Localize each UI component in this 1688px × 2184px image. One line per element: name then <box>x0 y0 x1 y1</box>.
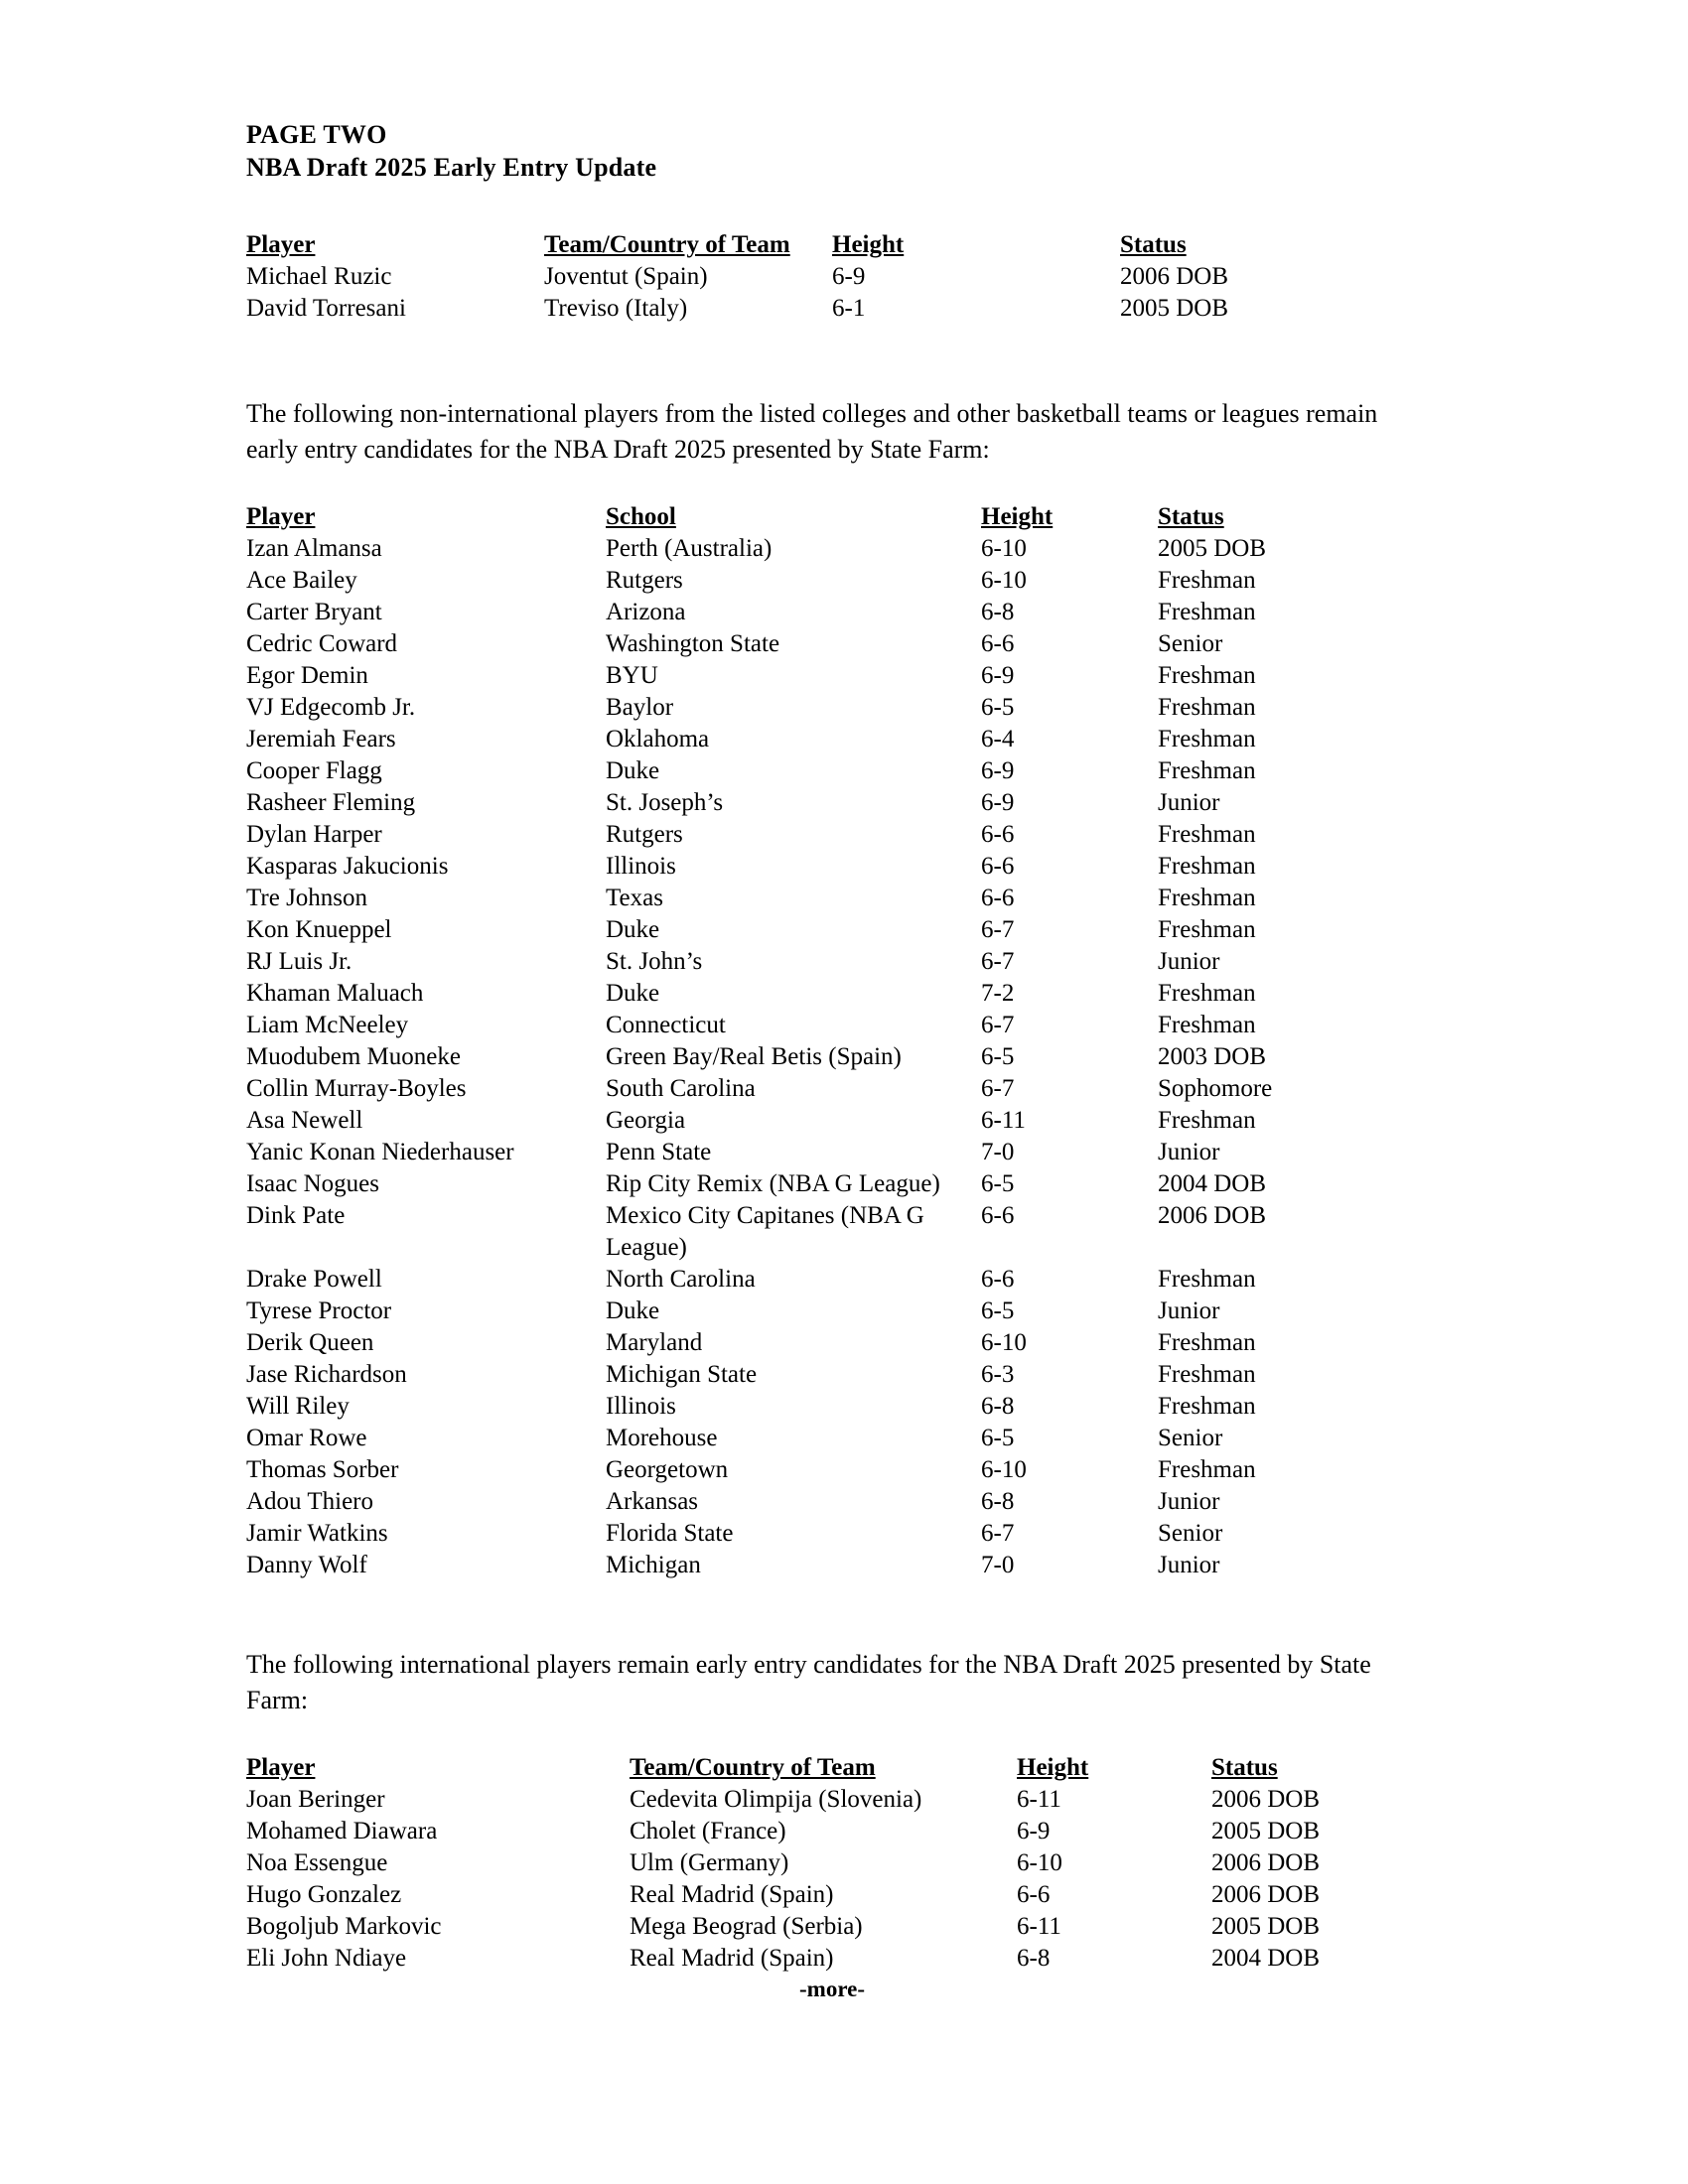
cell-player: Omar Rowe <box>246 1425 367 1451</box>
column-header-status: Status <box>1211 1754 1278 1781</box>
cell-player: Cooper Flagg <box>246 757 382 784</box>
cell-height: 6-1 <box>832 295 866 322</box>
cell-player: Danny Wolf <box>246 1552 367 1578</box>
cell-status: Senior <box>1158 1425 1223 1451</box>
document-content <box>246 119 1418 2002</box>
cell-height: 6-10 <box>981 1456 1027 1483</box>
cell-team: Ulm (Germany) <box>630 1849 789 1876</box>
table-row <box>246 1454 1418 1486</box>
cell-player: Tyrese Proctor <box>246 1297 392 1324</box>
cell-height: 6-7 <box>981 916 1015 943</box>
cell-height: 6-11 <box>981 1107 1026 1134</box>
cell-player: Jeremiah Fears <box>246 726 396 752</box>
table-row <box>246 1168 1418 1200</box>
table-row <box>246 533 1418 565</box>
table-row <box>246 1296 1418 1327</box>
table-row <box>246 978 1418 1010</box>
spacer <box>246 1581 1418 1647</box>
table-row <box>246 628 1418 660</box>
table-row <box>246 1550 1418 1581</box>
cell-height: 6-7 <box>981 1075 1015 1102</box>
column-header-status: Status <box>1158 503 1224 530</box>
table-header-row <box>246 1752 1418 1784</box>
cell-player: Noa Essengue <box>246 1849 388 1876</box>
cell-height: 6-9 <box>981 757 1015 784</box>
cell-height: 7-2 <box>981 980 1015 1007</box>
cell-height: 6-11 <box>1017 1913 1061 1940</box>
table-row <box>246 1041 1418 1073</box>
table-row <box>246 1784 1418 1816</box>
column-header-team: Team/Country of Team <box>630 1754 876 1781</box>
cell-height: 6-10 <box>981 1329 1027 1356</box>
cell-school: Morehouse <box>606 1425 718 1451</box>
cell-status: 2003 DOB <box>1158 1043 1267 1070</box>
cell-status: Junior <box>1158 1297 1220 1324</box>
cell-player: Joan Beringer <box>246 1786 385 1813</box>
table-top-players <box>246 229 1418 325</box>
paragraph-domestic: The following non-international players from the listed colleges and other basketball teams or leagues remain early entry candidates for the NBA Draft 2025 presented by State Farm: <box>246 399 1378 464</box>
cell-height: 6-8 <box>981 1488 1015 1515</box>
cell-school: Mexico City Capitanes (NBA G League) <box>606 1202 924 1261</box>
table-row <box>246 293 1418 325</box>
cell-height: 6-3 <box>981 1361 1015 1388</box>
column-header-school: School <box>606 503 676 530</box>
cell-height: 6-7 <box>981 1520 1015 1547</box>
table-row <box>246 1073 1418 1105</box>
cell-status: Freshman <box>1158 757 1256 784</box>
cell-status: Freshman <box>1158 662 1256 689</box>
cell-player: Cedric Coward <box>246 630 398 657</box>
cell-player: Jamir Watkins <box>246 1520 388 1547</box>
table-row <box>246 1911 1418 1943</box>
cell-school: St. Joseph’s <box>606 789 724 816</box>
cell-player: Asa Newell <box>246 1107 363 1134</box>
cell-height: 6-6 <box>1017 1881 1051 1908</box>
cell-status: 2006 DOB <box>1120 263 1229 290</box>
document-title: NBA Draft 2025 Early Entry Update <box>246 153 657 182</box>
paragraph-international: The following international players remain early entry candidates for the NBA Draft 2025 presented by State Farm: <box>246 1650 1371 1714</box>
cell-school: Washington State <box>606 630 780 657</box>
cell-height: 6-8 <box>981 599 1015 625</box>
cell-school: Baylor <box>606 694 674 721</box>
cell-school: North Carolina <box>606 1266 756 1293</box>
cell-player: Isaac Nogues <box>246 1170 379 1197</box>
table-row <box>246 692 1418 724</box>
cell-status: 2006 DOB <box>1211 1849 1321 1876</box>
spacer <box>246 184 1418 229</box>
cell-player: Collin Murray-Boyles <box>246 1075 467 1102</box>
column-header-status: Status <box>1120 231 1187 258</box>
table-row <box>246 1327 1418 1359</box>
cell-school: Penn State <box>606 1139 712 1165</box>
table-row <box>246 1105 1418 1137</box>
cell-school: Oklahoma <box>606 726 710 752</box>
table-row <box>246 1137 1418 1168</box>
cell-status: Junior <box>1158 1552 1220 1578</box>
cell-height: 6-10 <box>981 535 1027 562</box>
cell-player: Dylan Harper <box>246 821 382 848</box>
cell-player: Kon Knueppel <box>246 916 392 943</box>
cell-height: 6-10 <box>1017 1849 1062 1876</box>
cell-height: 6-5 <box>981 1425 1015 1451</box>
cell-school: Florida State <box>606 1520 734 1547</box>
cell-height: 6-8 <box>1017 1945 1051 1972</box>
table-domestic-body <box>246 533 1418 1581</box>
column-header-player: Player <box>246 231 316 258</box>
cell-status: 2005 DOB <box>1211 1818 1321 1844</box>
table-row <box>246 597 1418 628</box>
cell-player: Liam McNeeley <box>246 1012 409 1038</box>
cell-status: Freshman <box>1158 885 1256 911</box>
cell-status: Freshman <box>1158 1456 1256 1483</box>
cell-status: 2005 DOB <box>1158 535 1267 562</box>
cell-player: Michael Ruzic <box>246 263 392 290</box>
cell-school: BYU <box>606 662 658 689</box>
cell-school: St. John’s <box>606 948 703 975</box>
cell-school: Texas <box>606 885 663 911</box>
cell-status: Freshman <box>1158 1393 1256 1420</box>
cell-height: 6-6 <box>981 1202 1015 1229</box>
cell-player: Muodubem Muoneke <box>246 1043 461 1070</box>
table-row <box>246 1847 1418 1879</box>
table-row <box>246 565 1418 597</box>
cell-school: Duke <box>606 757 660 784</box>
cell-status: Freshman <box>1158 1107 1256 1134</box>
cell-player: Hugo Gonzalez <box>246 1881 402 1908</box>
cell-school: Arkansas <box>606 1488 699 1515</box>
cell-team: Treviso (Italy) <box>544 295 688 322</box>
table-row <box>246 787 1418 819</box>
cell-school: Rip City Remix (NBA G League) <box>606 1170 940 1197</box>
table-row <box>246 946 1418 978</box>
table-row <box>246 660 1418 692</box>
cell-status: 2006 DOB <box>1211 1786 1321 1813</box>
cell-school: Illinois <box>606 1393 676 1420</box>
cell-player: Rasheer Fleming <box>246 789 416 816</box>
spacer <box>246 468 1418 501</box>
cell-school: Michigan State <box>606 1361 758 1388</box>
cell-height: 6-9 <box>1017 1818 1051 1844</box>
cell-height: 6-6 <box>981 821 1015 848</box>
cell-school: Georgia <box>606 1107 686 1134</box>
cell-school: Duke <box>606 1297 660 1324</box>
cell-height: 6-9 <box>832 263 866 290</box>
cell-height: 7-0 <box>981 1139 1015 1165</box>
cell-height: 6-5 <box>981 1297 1015 1324</box>
cell-status: Freshman <box>1158 726 1256 752</box>
cell-status: Junior <box>1158 789 1220 816</box>
spacer <box>246 325 1418 396</box>
cell-status: Freshman <box>1158 599 1256 625</box>
cell-status: Freshman <box>1158 853 1256 880</box>
cell-status: Junior <box>1158 1488 1220 1515</box>
cell-height: 6-6 <box>981 885 1015 911</box>
table-row <box>246 1518 1418 1550</box>
cell-school: Connecticut <box>606 1012 726 1038</box>
cell-player: Eli John Ndiaye <box>246 1945 407 1972</box>
cell-team: Mega Beograd (Serbia) <box>630 1913 863 1940</box>
cell-status: Junior <box>1158 948 1220 975</box>
cell-status: Freshman <box>1158 1361 1256 1388</box>
cell-player: Dink Pate <box>246 1202 346 1229</box>
cell-player: Will Riley <box>246 1393 350 1420</box>
cell-status: 2004 DOB <box>1211 1945 1321 1972</box>
cell-player: Mohamed Diawara <box>246 1818 438 1844</box>
cell-status: 2005 DOB <box>1120 295 1229 322</box>
cell-school: Duke <box>606 980 660 1007</box>
cell-height: 6-10 <box>981 567 1027 594</box>
cell-school: Maryland <box>606 1329 703 1356</box>
cell-player: Tre Johnson <box>246 885 368 911</box>
table-row <box>246 1486 1418 1518</box>
table-row <box>246 819 1418 851</box>
table-row <box>246 1943 1418 1975</box>
table-international-players <box>246 1752 1418 1975</box>
cell-player: Ace Bailey <box>246 567 357 594</box>
cell-player: Carter Bryant <box>246 599 382 625</box>
table-row <box>246 1816 1418 1847</box>
cell-height: 6-6 <box>981 630 1015 657</box>
column-header-height: Height <box>981 503 1054 530</box>
table-row <box>246 914 1418 946</box>
table-international-body <box>246 1784 1418 1975</box>
cell-status: 2006 DOB <box>1158 1202 1267 1229</box>
table-row <box>246 1359 1418 1391</box>
cell-player: Bogoljub Markovic <box>246 1913 442 1940</box>
cell-status: Freshman <box>1158 1012 1256 1038</box>
cell-team: Cedevita Olimpija (Slovenia) <box>630 1786 922 1813</box>
cell-player: Izan Almansa <box>246 535 382 562</box>
cell-school: Illinois <box>606 853 676 880</box>
cell-school: Rutgers <box>606 821 683 848</box>
table-row <box>246 883 1418 914</box>
cell-status: Freshman <box>1158 567 1256 594</box>
cell-height: 6-6 <box>981 1266 1015 1293</box>
cell-player: Drake Powell <box>246 1266 382 1293</box>
cell-status: Freshman <box>1158 1329 1256 1356</box>
cell-status: Junior <box>1158 1139 1220 1165</box>
cell-status: Freshman <box>1158 821 1256 848</box>
cell-school: Rutgers <box>606 567 683 594</box>
cell-team: Real Madrid (Spain) <box>630 1945 834 1972</box>
table-row <box>246 1423 1418 1454</box>
cell-height: 6-8 <box>981 1393 1015 1420</box>
cell-school: Perth (Australia) <box>606 535 773 562</box>
table-row <box>246 755 1418 787</box>
cell-player: Egor Demin <box>246 662 368 689</box>
table-domestic-players <box>246 501 1418 1581</box>
table-header-row <box>246 229 1418 261</box>
cell-status: Freshman <box>1158 694 1256 721</box>
cell-player: RJ Luis Jr. <box>246 948 352 975</box>
cell-team: Cholet (France) <box>630 1818 786 1844</box>
column-header-height: Height <box>1017 1754 1089 1781</box>
cell-status: Freshman <box>1158 980 1256 1007</box>
cell-height: 6-9 <box>981 662 1015 689</box>
page-label: PAGE TWO <box>246 120 387 149</box>
cell-player: Derik Queen <box>246 1329 374 1356</box>
cell-player: Thomas Sorber <box>246 1456 399 1483</box>
page-footer-more: -more- <box>799 1977 865 2001</box>
cell-player: Adou Thiero <box>246 1488 373 1515</box>
cell-status: Freshman <box>1158 916 1256 943</box>
table-row <box>246 724 1418 755</box>
column-header-height: Height <box>832 231 905 258</box>
cell-height: 6-4 <box>981 726 1015 752</box>
column-header-player: Player <box>246 1754 316 1781</box>
table-row <box>246 1391 1418 1423</box>
cell-height: 6-5 <box>981 694 1015 721</box>
cell-status: 2005 DOB <box>1211 1913 1321 1940</box>
cell-player: VJ Edgecomb Jr. <box>246 694 416 721</box>
cell-height: 6-6 <box>981 853 1015 880</box>
cell-school: Green Bay/Real Betis (Spain) <box>606 1043 902 1070</box>
cell-status: 2004 DOB <box>1158 1170 1267 1197</box>
cell-height: 6-9 <box>981 789 1015 816</box>
table-row <box>246 1010 1418 1041</box>
cell-school: Arizona <box>606 599 686 625</box>
cell-team: Joventut (Spain) <box>544 263 708 290</box>
cell-height: 7-0 <box>981 1552 1015 1578</box>
cell-status: Freshman <box>1158 1266 1256 1293</box>
cell-player: David Torresani <box>246 295 406 322</box>
spacer <box>246 1718 1418 1752</box>
column-header-team: Team/Country of Team <box>544 231 790 258</box>
cell-height: 6-7 <box>981 948 1015 975</box>
table-row <box>246 1264 1418 1296</box>
cell-height: 6-5 <box>981 1170 1015 1197</box>
table-row <box>246 851 1418 883</box>
cell-height: 6-5 <box>981 1043 1015 1070</box>
cell-school: Georgetown <box>606 1456 729 1483</box>
cell-team: Real Madrid (Spain) <box>630 1881 834 1908</box>
cell-height: 6-7 <box>981 1012 1015 1038</box>
table-row <box>246 261 1418 293</box>
cell-school: Michigan <box>606 1552 701 1578</box>
table-row <box>246 1879 1418 1911</box>
cell-status: 2006 DOB <box>1211 1881 1321 1908</box>
cell-status: Sophomore <box>1158 1075 1273 1102</box>
cell-status: Senior <box>1158 630 1223 657</box>
cell-player: Kasparas Jakucionis <box>246 853 449 880</box>
cell-status: Senior <box>1158 1520 1223 1547</box>
cell-height: 6-11 <box>1017 1786 1061 1813</box>
cell-school: Duke <box>606 916 660 943</box>
cell-player: Khaman Maluach <box>246 980 424 1007</box>
cell-player: Jase Richardson <box>246 1361 407 1388</box>
column-header-player: Player <box>246 503 316 530</box>
table-row <box>246 1200 1418 1264</box>
cell-school: South Carolina <box>606 1075 756 1102</box>
cell-player: Yanic Konan Niederhauser <box>246 1139 514 1165</box>
table-header-row <box>246 501 1418 533</box>
